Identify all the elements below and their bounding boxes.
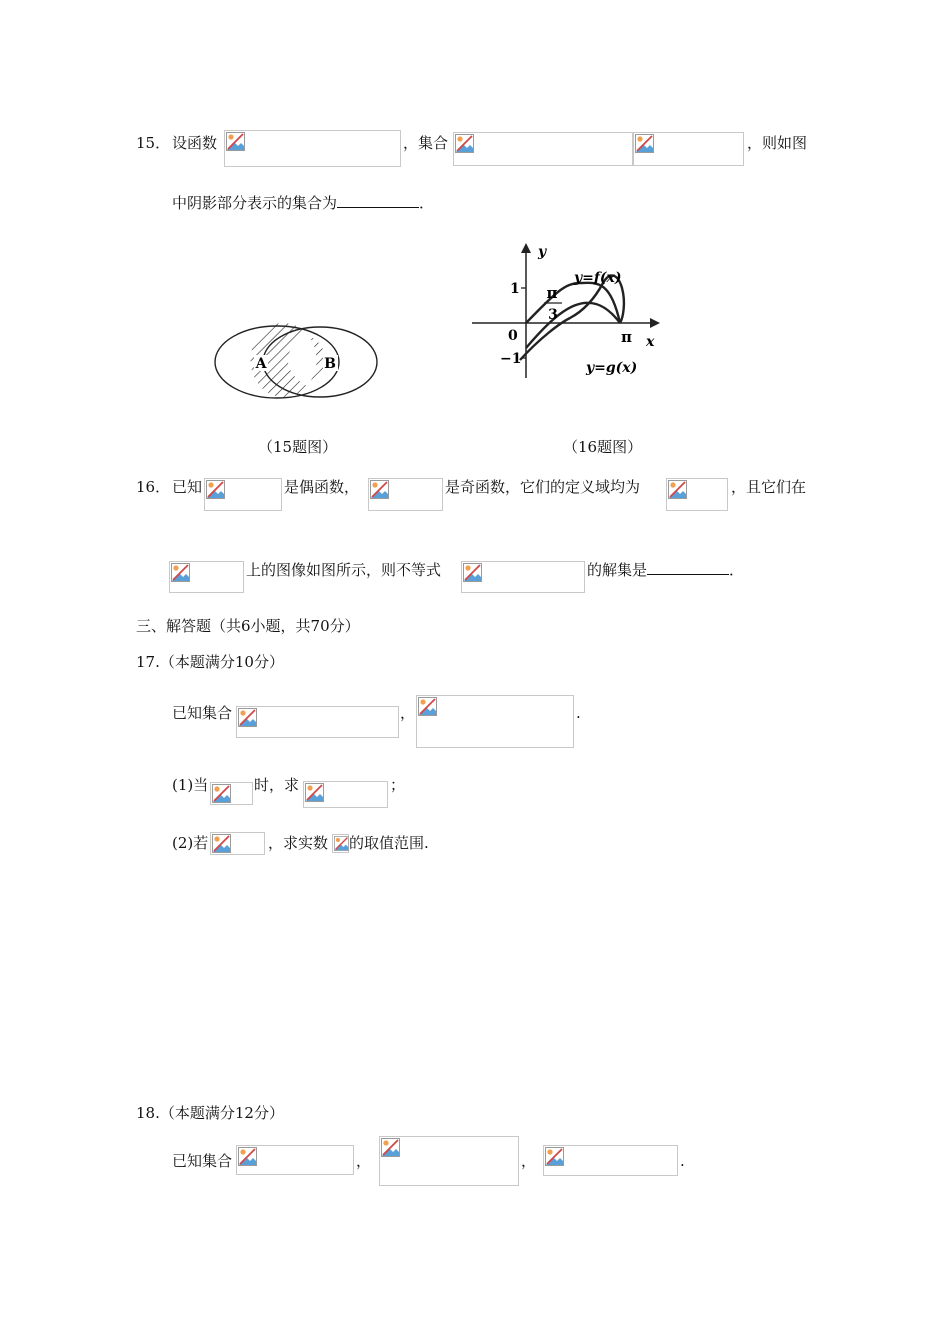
q15-text-1: 设函数 <box>172 134 218 152</box>
tick-neg-one: −1 <box>500 351 522 367</box>
q17-heading: 17.（本题满分10分） <box>136 653 284 671</box>
origin-label: 0 <box>508 328 518 344</box>
answer-blank <box>647 560 729 575</box>
pi-third-denominator: 3 <box>548 307 558 323</box>
q16-text-2: 是偶函数， <box>284 478 360 496</box>
broken-image-icon <box>668 480 687 499</box>
q15-line-2-text: 中阴影部分表示的集合为 <box>172 194 338 212</box>
pi-label: π <box>621 328 632 346</box>
q16-text-6: 的解集是 <box>587 561 648 579</box>
answer-blank <box>337 193 419 208</box>
q16-text-1: 已知 <box>172 478 203 496</box>
formula-image <box>210 832 265 855</box>
formula-image <box>633 132 744 166</box>
set-b-label: B <box>324 356 336 372</box>
broken-image-icon <box>381 1138 400 1157</box>
q16-line-2-tail <box>587 560 744 580</box>
venn-diagram <box>210 322 382 400</box>
q15-line-2 <box>172 193 434 213</box>
tick-one: 1 <box>510 281 520 297</box>
broken-image-icon <box>212 784 231 803</box>
formula-image <box>210 782 253 805</box>
section-heading: 三、解答题（共6小题，共70分） <box>136 617 360 635</box>
broken-image-icon <box>238 1147 257 1166</box>
formula-image <box>169 561 244 593</box>
q17-part2-a: (2)若 <box>172 834 209 852</box>
q16-text-3: 是奇函数，它们的定义域均为 <box>445 478 641 496</box>
q16-end: ． <box>729 561 745 579</box>
q15-end: ． <box>419 194 435 212</box>
q17-part1-c: ； <box>390 776 406 794</box>
formula-image <box>666 478 728 511</box>
q17-period: . <box>576 704 581 722</box>
q17-comma: ， <box>400 704 416 722</box>
broken-image-icon <box>463 563 482 582</box>
broken-image-icon <box>370 480 389 499</box>
y-axis-arrow <box>521 243 531 253</box>
q18-period: . <box>680 1152 685 1170</box>
broken-image-icon <box>545 1147 564 1166</box>
formula-image <box>368 478 443 511</box>
q15-text-2: ，集合 <box>403 134 449 152</box>
formula-image <box>416 695 574 748</box>
broken-image-icon <box>226 132 245 151</box>
formula-image <box>453 132 633 166</box>
pi-third-numerator: π <box>546 284 558 302</box>
formula-image <box>543 1145 678 1176</box>
q18-text-1: 已知集合 <box>172 1152 233 1170</box>
q17-text-1: 已知集合 <box>172 704 233 722</box>
q18-heading: 18.（本题满分12分） <box>136 1104 284 1122</box>
fig16-caption: （16题图） <box>563 438 643 456</box>
broken-image-icon <box>455 134 474 153</box>
q16-text-4: ，且它们在 <box>731 478 807 496</box>
formula-image <box>204 478 282 511</box>
q17-part1-a: (1)当 <box>172 776 209 794</box>
fig15-caption: （15题图） <box>258 438 338 456</box>
broken-image-icon <box>635 134 654 153</box>
f-label: y=f(x) <box>574 270 622 286</box>
formula-image <box>236 706 399 738</box>
formula-image <box>461 561 585 593</box>
q15-text-3: ，则如图 <box>747 134 808 152</box>
q16-text-5: 上的图像如图所示，则不等式 <box>246 561 442 579</box>
formula-image <box>303 781 388 808</box>
broken-image-icon <box>418 697 437 716</box>
y-axis-label: y <box>538 244 547 260</box>
formula-image <box>236 1145 354 1175</box>
q17-part2-b: ，求实数 <box>268 834 329 852</box>
q17-part1-b: 时，求 <box>254 776 300 794</box>
broken-image-icon <box>305 783 324 802</box>
x-axis-label: x <box>646 334 655 350</box>
broken-image-icon <box>206 480 225 499</box>
x-axis-arrow <box>650 318 660 328</box>
q18-comma-1: ， <box>356 1152 372 1170</box>
broken-image-icon <box>212 834 231 853</box>
broken-image-icon <box>238 708 257 727</box>
q18-comma-2: ， <box>521 1152 537 1170</box>
formula-image <box>224 130 401 167</box>
q15-number: 15． <box>136 134 171 152</box>
broken-image-icon <box>171 563 190 582</box>
set-a-label: A <box>255 356 267 372</box>
broken-image-icon <box>334 836 349 851</box>
function-graph <box>470 238 670 383</box>
q16-number: 16． <box>136 478 171 496</box>
formula-image <box>332 834 349 853</box>
formula-image <box>379 1136 519 1186</box>
q17-part2-c: 的取值范围. <box>349 834 429 852</box>
g-label: y=g(x) <box>586 360 638 376</box>
